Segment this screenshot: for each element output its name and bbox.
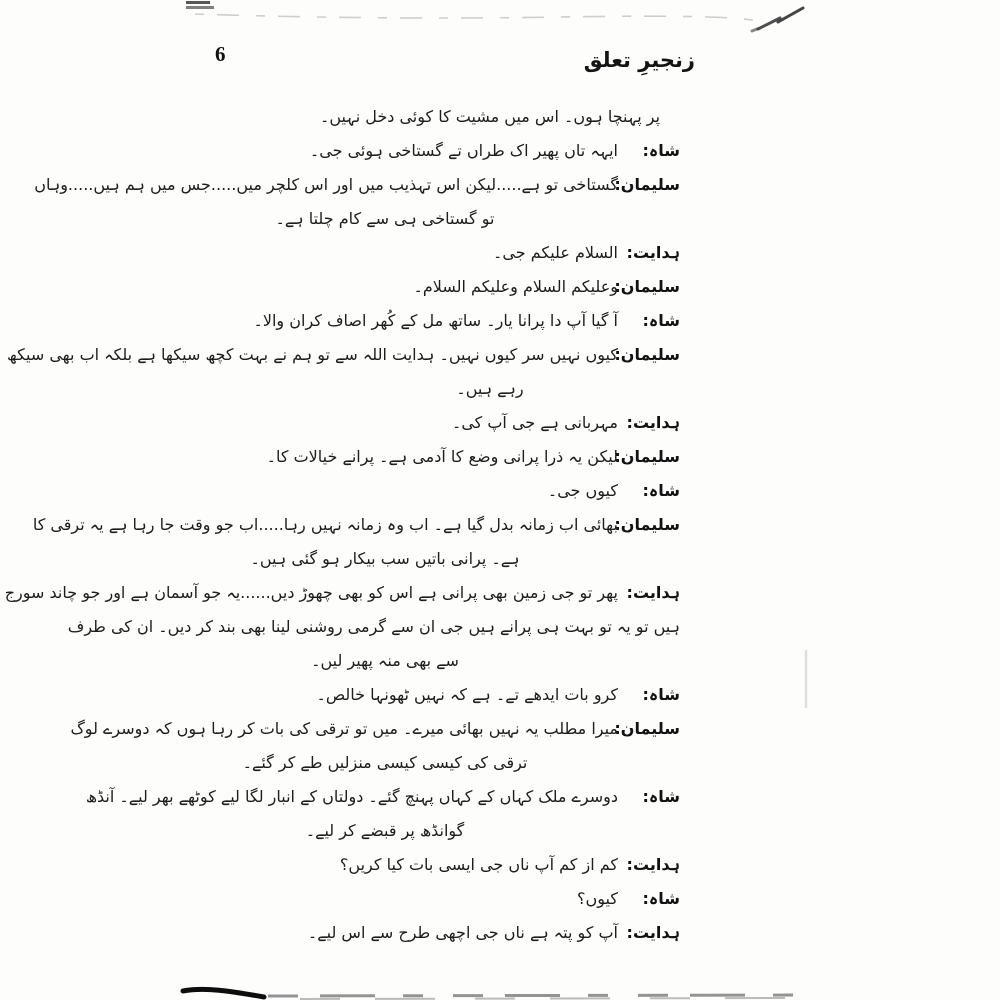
dialogue-text: دوسرے ملک کہاں کے کہاں پہنچ گئے۔ دولتاں کے انبار لگا لیے کوٹھے بھر لیے۔ آنڈھ <box>85 787 618 806</box>
dialogue-text: کیوں؟ <box>577 889 618 908</box>
script-line <box>32 510 680 544</box>
dialogue-text: مہربانی ہے جی آپ کی۔ <box>451 413 618 432</box>
script-line <box>180 884 680 918</box>
speaker-label: ہدایت: <box>626 583 680 602</box>
script-line <box>4 578 680 612</box>
speaker-label: ہدایت: <box>626 923 680 942</box>
dialogue-text: گوانڈھ پر قبضے کر لیے۔ <box>305 821 465 840</box>
speaker-label: ہدایت: <box>626 855 680 874</box>
speaker-label: سلیمان: <box>614 277 680 296</box>
speaker-label: ہدایت: <box>626 413 680 432</box>
script-line <box>180 306 680 340</box>
dialogue-text: ہیں تو یہ تو بہت ہی پرانے ہیں جی ان سے گرمی روشنی لینا بھی بند کر دیں۔ ان کی طرف <box>67 617 680 636</box>
dialogue-text: پر پہنچا ہوں۔ اس میں مشیت کا کوئی دخل نہیں۔ <box>319 107 661 126</box>
dialogue-text: تو گستاخی ہی سے کام چلتا ہے۔ <box>275 209 495 228</box>
script-line <box>180 816 680 850</box>
speaker-label: شاہ: <box>642 889 680 908</box>
dialogue-text: آپ کو پتہ ہے ناں جی اچھی طرح سے اس لیے۔ <box>307 923 618 942</box>
script-line <box>180 204 680 238</box>
page-number: 6 <box>215 42 226 66</box>
dialogue-text: سے بھی منہ پھیر لیں۔ <box>311 651 459 670</box>
dialogue-text: کیوں جی۔ <box>547 481 618 500</box>
script-line <box>34 170 680 204</box>
speaker-label: سلیمان: <box>614 719 680 738</box>
script-line <box>180 408 680 442</box>
dialogue-text: پھر تو جی زمین بھی پرانی ہے اس کو بھی چھوڑ دیں......یہ جو آسمان ہے اور جو چاند سورج <box>4 583 618 602</box>
speaker-label: سلیمان: <box>614 447 680 466</box>
dialogue-text: آ گیا آپ دا پرانا یار۔ ساتھ مل کے کُھر اصاف کران والا۔ <box>253 311 618 330</box>
book-title: زنجیرِ تعلق <box>583 48 695 72</box>
script-line <box>85 782 680 816</box>
speaker-label: سلیمان: <box>614 175 680 194</box>
dialogue-text: لیکن یہ ذرا پرانی وضع کا آدمی ہے۔ پرانے خیالات کا۔ <box>266 447 618 466</box>
script-line <box>180 238 680 272</box>
dialogue-text: بھائی اب زمانہ بدل گیا ہے۔ اب وہ زمانہ نہیں رہا.....اب جو وقت جا رہا ہے یہ ترقی کا <box>32 515 618 534</box>
pen-mark-icon <box>752 8 803 31</box>
dialogue-text: السلام علیکم جی۔ <box>493 243 618 262</box>
script-line <box>180 476 680 510</box>
scan-edge-bottom <box>183 989 808 999</box>
script-line <box>180 680 680 714</box>
script-line <box>180 544 680 578</box>
speaker-label: سلیمان: <box>614 515 680 534</box>
dialogue-text: کرو بات ایدھے تے۔ ہے کہ نہیں ٹھونہا خالص۔ <box>316 685 618 704</box>
dialogue-text: ہے۔ پرانی باتیں سب بیکار ہو گئی ہیں۔ <box>250 549 520 568</box>
script-line <box>180 102 680 136</box>
scan-smudge-top-left <box>186 1 214 9</box>
scan-crease-line <box>195 14 760 22</box>
script-line <box>7 340 680 374</box>
speaker-label: شاہ: <box>642 311 680 330</box>
dialogue-text: میرا مطلب یہ نہیں بھائی میرے۔ میں تو ترقی کی بات کر رہا ہوں کہ دوسرے لوگ <box>70 719 618 738</box>
speaker-label: ہدایت: <box>626 243 680 262</box>
script-line <box>70 714 680 748</box>
dialogue-text: ایہہ تاں پھیر اک طراں تے گستاخی ہوئی جی۔ <box>309 141 618 160</box>
speaker-label: شاہ: <box>642 481 680 500</box>
dialogue-text: کم از کم آپ ناں جی ایسی بات کیا کریں؟ <box>339 855 618 874</box>
script-line <box>67 612 680 646</box>
script-line <box>180 442 680 476</box>
speaker-label: شاہ: <box>642 141 680 160</box>
script-line <box>180 374 680 408</box>
script-line <box>180 850 680 884</box>
script-line <box>180 646 680 680</box>
dialogue-text: رہے ہیں۔ <box>456 379 524 398</box>
dialogue-text: ترقی کی کیسی کیسی منزلیں طے کر گئے۔ <box>242 753 528 772</box>
dialogue-text: کیوں نہیں سر کیوں نہیں۔ ہدایت اللہ سے تو ہم نے بہت کچھ سیکھا ہے بلکہ اب بھی سیکھ <box>7 345 618 364</box>
speaker-label: سلیمان: <box>614 345 680 364</box>
dialogue-text: گستاخی تو ہے.....لیکن اس تہذیب میں اور اس کلچر میں.....جس میں ہم ہیں.....وہاں <box>34 175 618 194</box>
script-line <box>180 748 680 782</box>
script-line <box>180 136 680 170</box>
speaker-label: شاہ: <box>642 787 680 806</box>
script-line <box>180 272 680 306</box>
speaker-label: شاہ: <box>642 685 680 704</box>
script-line <box>180 918 680 952</box>
dialogue-text: وعلیکم السلام وعلیکم السلام۔ <box>413 277 618 296</box>
